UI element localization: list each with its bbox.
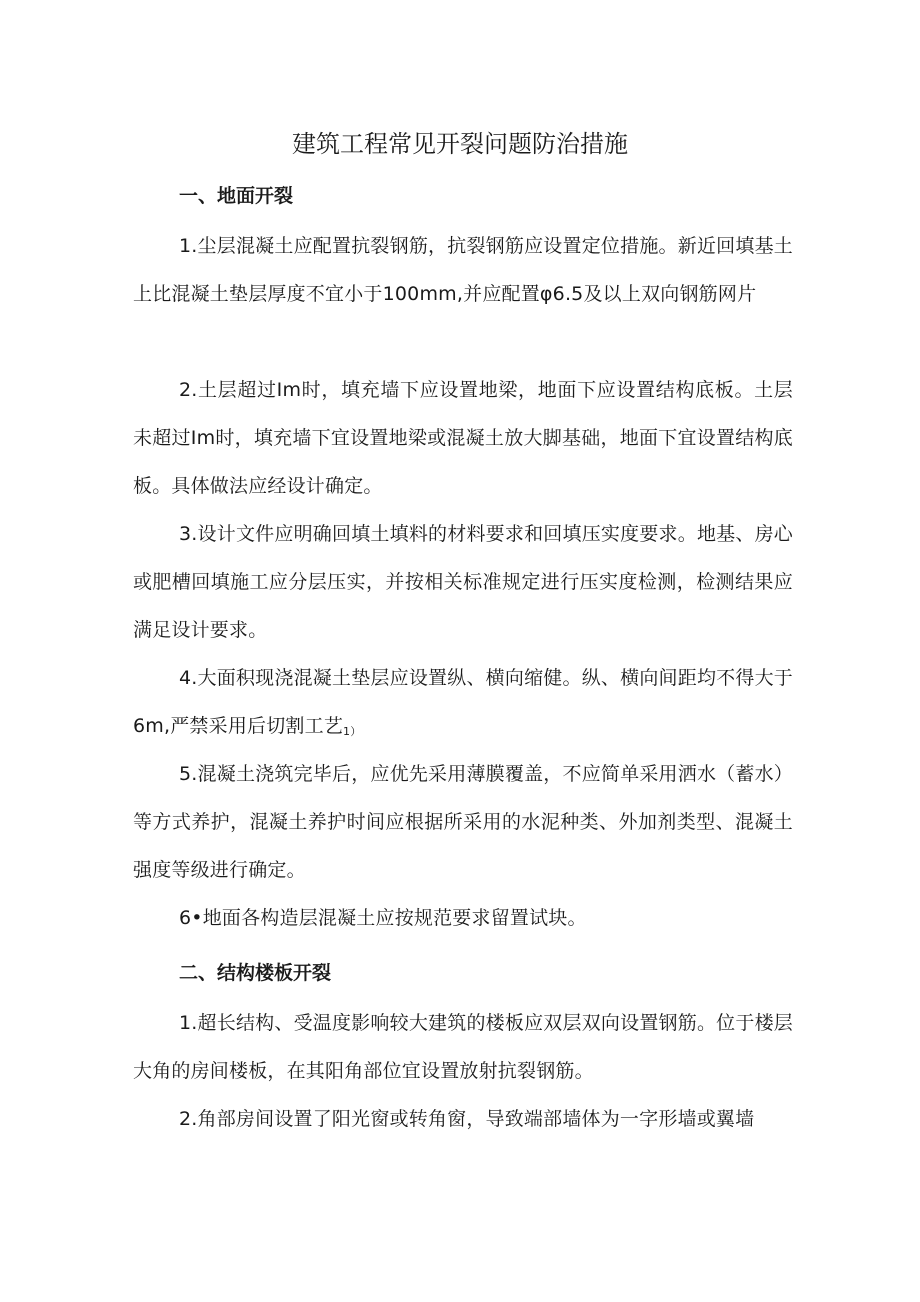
paragraph-ground-4-note: 1） bbox=[343, 725, 362, 738]
paragraph-ground-2: 2.土层超过Im时，填充墙下应设置地梁，地面下应设置结构底板。土层未超过Im时，填充墙下宜设置地梁或混凝土放大脚基础，地面下宜设置结构底板。具体做法应经设计确定。 bbox=[133, 379, 793, 497]
paragraph-ground-4 bbox=[133, 654, 793, 756]
paragraph-ground-4-text: 4.大面积现浇混凝土垫层应设置纵、横向缩健。纵、横向间距均不得大于6m,严禁采用后切割工艺 bbox=[133, 667, 793, 737]
document-title: 建筑工程常见开裂问题防治措施 bbox=[292, 130, 628, 158]
paragraph-ground-5: 5.混凝土浇筑完毕后，应优先采用薄膜覆盖，不应简单采用洒水（蓄水）等方式养护，混凝土养护时间应根据所采用的水泥种类、外加剂类型、混凝土强度等级进行确定。 bbox=[133, 763, 793, 881]
paragraph-ground-6: 6•地面各构造层混凝土应按规范要求留置试块。 bbox=[179, 907, 587, 929]
paragraph-slab-1: 1.超长结构、受温度影响较大建筑的楼板应双层双向设置钢筋。位于楼层大角的房间楼板，在其阳角部位宜设置放射抗裂钢筋。 bbox=[133, 1012, 793, 1082]
section-heading-ground-cracking: 一、地面开裂 bbox=[179, 185, 294, 207]
section-heading-floor-slab-cracking: 二、结构楼板开裂 bbox=[179, 962, 332, 984]
paragraph-slab-2: 2.角部房间设置了阳光窗或转角窗，导致端部墙体为一字形墙或翼墙 bbox=[179, 1108, 755, 1130]
paragraph-ground-1: 1.尘层混凝土应配置抗裂钢筋，抗裂钢筋应设置定位措施。新近回填基土上比混凝土垫层厚度不宜小于100mm,并应配置φ6.5及以上双向钢筋网片 bbox=[133, 235, 793, 305]
paragraph-ground-3: 3.设计文件应明确回填土填料的材料要求和回填压实度要求。地基、房心或肥槽回填施工应分层压实，并按相关标准规定进行压实度检测，检测结果应满足设计要求。 bbox=[133, 523, 793, 641]
